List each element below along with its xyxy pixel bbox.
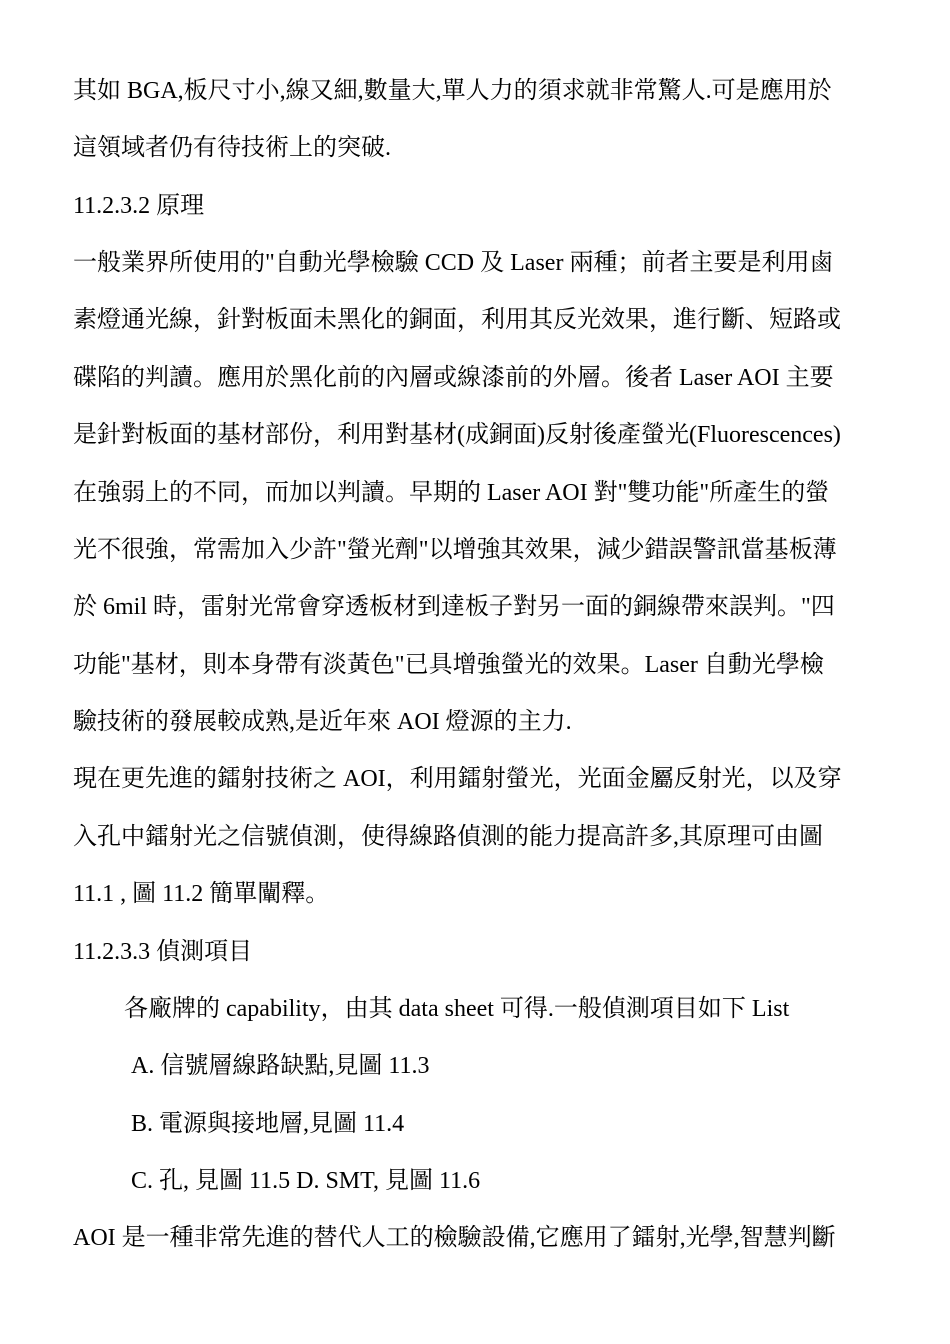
body-line: AOI 是一種非常先進的替代人工的檢驗設備,它應用了鐳射,光學,智慧判斷: [73, 1225, 836, 1251]
body-line: 光不很強，常需加入少許"螢光劑"以增強其效果，減少錯誤警訊當基板薄: [73, 537, 837, 563]
body-line: 功能"基材，則本身帶有淡黃色"已具增強螢光的效果。Laser 自動光學檢: [73, 652, 824, 678]
list-intro: 各廠牌的 capability，由其 data sheet 可得.一般偵測項目如下 List: [124, 996, 790, 1022]
body-line: 於 6mil 時，雷射光常會穿透板材到達板子對另一面的銅線帶來誤判。"四: [73, 594, 835, 620]
section-heading: 11.2.3.3 偵測項目: [73, 939, 253, 965]
list-item: A. 信號層線路缺點,見圖 11.3: [131, 1053, 430, 1079]
body-line: 素燈通光線，針對板面未黑化的銅面，利用其反光效果，進行斷、短路或: [73, 307, 841, 333]
body-line: 現在更先進的鐳射技術之 AOI，利用鐳射螢光，光面金屬反射光，以及穿: [73, 766, 842, 792]
body-line: 這領域者仍有待技術上的突破.: [73, 135, 391, 161]
body-line: 碟陷的判讀。應用於黑化前的內層或線漆前的外層。後者 Laser AOI 主要: [73, 365, 834, 391]
body-line: 其如 BGA,板尺寸小,線又細,數量大,單人力的須求就非常驚人.可是應用於: [73, 78, 832, 104]
body-line: 是針對板面的基材部份，利用對基材(成銅面)反射後產螢光(Fluorescences): [73, 422, 841, 448]
list-item: C. 孔, 見圖 11.5 D. SMT, 見圖 11.6: [131, 1168, 481, 1194]
list-item: B. 電源與接地層,見圖 11.4: [131, 1111, 405, 1137]
body-line: 11.1 , 圖 11.2 簡單闡釋。: [73, 881, 330, 907]
body-line: 一般業界所使用的"自動光學檢驗 CCD 及 Laser 兩種；前者主要是利用鹵: [73, 250, 834, 276]
section-heading: 11.2.3.2 原理: [73, 193, 205, 219]
body-line: 驗技術的發展較成熟,是近年來 AOI 燈源的主力.: [73, 709, 572, 735]
body-line: 入孔中鐳射光之信號偵測，使得線路偵測的能力提高許多,其原理可由圖: [73, 824, 823, 850]
body-line: 在強弱上的不同，而加以判讀。早期的 Laser AOI 對"雙功能"所產生的螢: [73, 480, 830, 506]
